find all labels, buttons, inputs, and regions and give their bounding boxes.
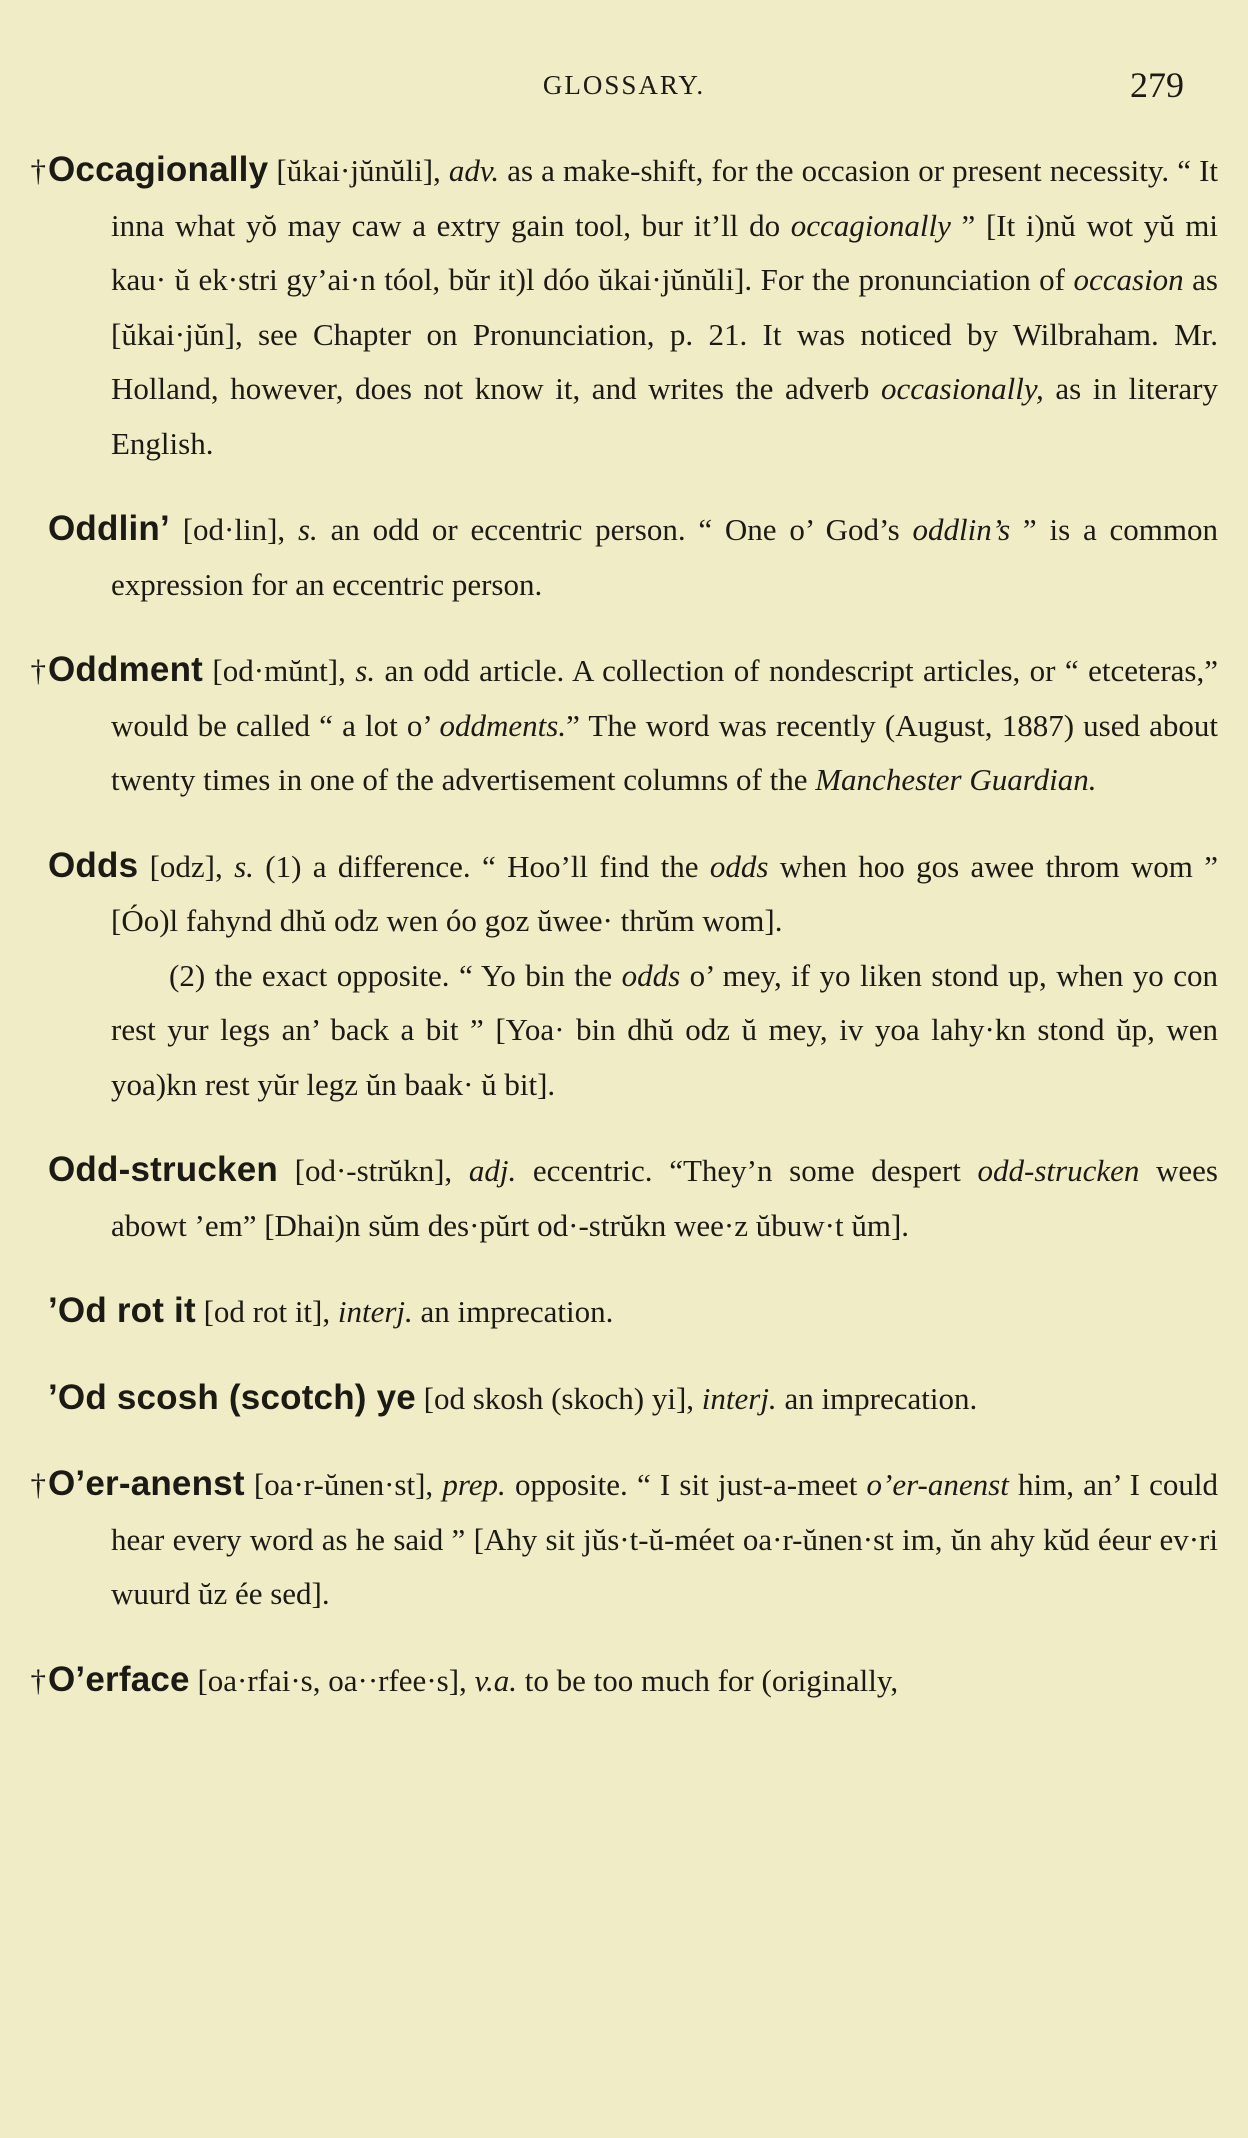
obsolete-dagger: † bbox=[30, 1467, 46, 1502]
italic-word: odds bbox=[621, 957, 681, 993]
part-of-speech: adj. bbox=[468, 1153, 517, 1188]
definition-text: as in literary English. bbox=[111, 371, 1218, 461]
italic-word: oddlin’s bbox=[912, 512, 1011, 547]
pronunciation: [oa·r-ŭnen·st], bbox=[244, 1467, 443, 1502]
glossary-entry-od-rot-it bbox=[30, 1284, 1218, 1340]
pronunciation: [od·lin], bbox=[169, 512, 298, 547]
obsolete-dagger: † bbox=[30, 1662, 46, 1698]
definition-text: an odd or eccentric person. “ One o’ God’s bbox=[317, 512, 913, 547]
definition-text: him, an’ I could hear every word as he said ” [Ahy sit jŭs·t-ŭ-méet oa·r-ŭnen·st im, ŭn ahy kŭd éeur ev·ri wuurd ŭz ée sed]. bbox=[111, 1467, 1219, 1611]
obsolete-dagger: † bbox=[30, 153, 46, 188]
glossary-entry-oddlin bbox=[30, 502, 1218, 612]
running-head bbox=[30, 64, 1218, 112]
headword: O’erface bbox=[48, 1659, 190, 1699]
part-of-speech: s. bbox=[297, 512, 318, 547]
italic-word: odds bbox=[709, 848, 769, 884]
part-of-speech: prep. bbox=[442, 1467, 506, 1502]
pronunciation: [od rot it], bbox=[195, 1294, 338, 1329]
definition-text: wees abowt ’em” [Dhai)n sŭm des·pŭrt od·-strŭkn wee·z ŭbuw·t ŭm]. bbox=[111, 1153, 1218, 1243]
definition-text: (1) a difference. “ Hoo’ll find the bbox=[253, 848, 710, 884]
definition-text: ” The word was recently (August, 1887) used about twenty times in one of the advertisement columns of the bbox=[111, 707, 1218, 797]
italic-word: occasion bbox=[1073, 262, 1184, 297]
definition-text: opposite. “ I sit just-a-meet bbox=[505, 1467, 867, 1502]
sub-sense bbox=[111, 949, 1218, 1113]
glossary-entry-oer-anenst bbox=[30, 1457, 1218, 1622]
obsolete-dagger: † bbox=[30, 653, 46, 688]
pronunciation: [od·mŭnt], bbox=[203, 653, 356, 688]
part-of-speech: interj. bbox=[337, 1294, 413, 1329]
definition-text: when hoo gos awee throm wom ” [Óo)l fahynd dhŭ odz wen óo goz ŭwee· thrŭm wom]. bbox=[111, 848, 1219, 938]
definition-text: eccentric. “They’n some despert bbox=[516, 1153, 978, 1188]
pronunciation: [ŭkai·jŭnŭli], bbox=[268, 153, 449, 188]
glossary-entry-occagionally bbox=[30, 143, 1218, 471]
headword: O’er-anenst bbox=[48, 1464, 245, 1503]
headword: Occagionally bbox=[48, 150, 269, 189]
glossary-entry-odd-strucken bbox=[30, 1143, 1218, 1253]
running-title: GLOSSARY. bbox=[542, 70, 706, 100]
glossary-entries bbox=[30, 143, 1218, 1708]
definition-text: (2) the exact opposite. “ Yo bin the bbox=[169, 957, 622, 993]
italic-word: oddments. bbox=[439, 707, 567, 743]
headword: Odds bbox=[48, 845, 139, 885]
definition-text: as [ŭkai·jŭn], see Chapter on Pronunciation, p. 21. It was noticed by Wilbraham. Mr. Holland, however, does not know it, and writes the adverb bbox=[111, 262, 1218, 406]
glossary-entry-odds bbox=[30, 839, 1218, 1113]
headword: ’Od scosh (scotch) ye bbox=[48, 1377, 416, 1417]
pronunciation: [od skosh (skoch) yi], bbox=[415, 1380, 702, 1416]
definition-text: an imprecation. bbox=[776, 1380, 978, 1416]
part-of-speech: v.a. bbox=[474, 1662, 517, 1698]
definition-text: ” [It i)nŭ wot yŭ mi kau· ŭ ek·stri gy’ai·n tóol, bŭr it)l dóo ŭkai·jŭnŭli]. For the pronunciation of bbox=[111, 207, 1218, 297]
italic-word: odd-strucken bbox=[977, 1153, 1140, 1188]
italic-word: o’er-anenst bbox=[866, 1467, 1009, 1502]
definition-text: an odd article. A collection of nondescript articles, or “ etceteras,” would be called “ a lot o’ bbox=[111, 653, 1218, 743]
glossary-entry-od-scosh-ye bbox=[30, 1371, 1218, 1427]
definition-text: an imprecation. bbox=[412, 1294, 614, 1329]
italic-word: occasionally, bbox=[880, 371, 1044, 406]
headword: Oddlin’ bbox=[48, 509, 170, 548]
page-number: 279 bbox=[1130, 65, 1184, 105]
headword: ’Od rot it bbox=[48, 1291, 196, 1330]
definition-text: o’ mey, if yo liken stond up, when yo con rest yur legs an’ back a bit ” [Yoa· bin dhŭ odz ŭ mey, iv yoa lahy·kn stond ŭp, wen yoa)kn rest yŭr legz ŭn baak· ŭ bit]. bbox=[111, 957, 1218, 1102]
part-of-speech: interj. bbox=[701, 1380, 777, 1416]
definition-text: as a make-shift, for the occasion or present necessity. “ It inna what yŏ may caw a extry gain tool, bur it’ll do bbox=[111, 153, 1219, 243]
headword: Odd-strucken bbox=[48, 1150, 278, 1189]
part-of-speech: adv. bbox=[448, 153, 500, 188]
italic-word: Manchester Guardian. bbox=[815, 762, 1097, 797]
part-of-speech: s. bbox=[234, 848, 254, 884]
definition-text: to be too much for (originally, bbox=[517, 1662, 899, 1698]
pronunciation: [odz], bbox=[138, 848, 235, 884]
glossary-entry-oddment bbox=[30, 643, 1218, 808]
pronunciation: [od·-strŭkn], bbox=[277, 1153, 469, 1188]
headword: Oddment bbox=[48, 650, 204, 689]
italic-word: occagionally bbox=[790, 207, 951, 243]
definition-text: ” is a common expression for an eccentric person. bbox=[111, 512, 1218, 602]
glossary-entry-oerface bbox=[30, 1653, 1218, 1709]
pronunciation: [oa·rfai·s, oa··rfee·s], bbox=[189, 1662, 475, 1698]
part-of-speech: s. bbox=[355, 653, 376, 688]
